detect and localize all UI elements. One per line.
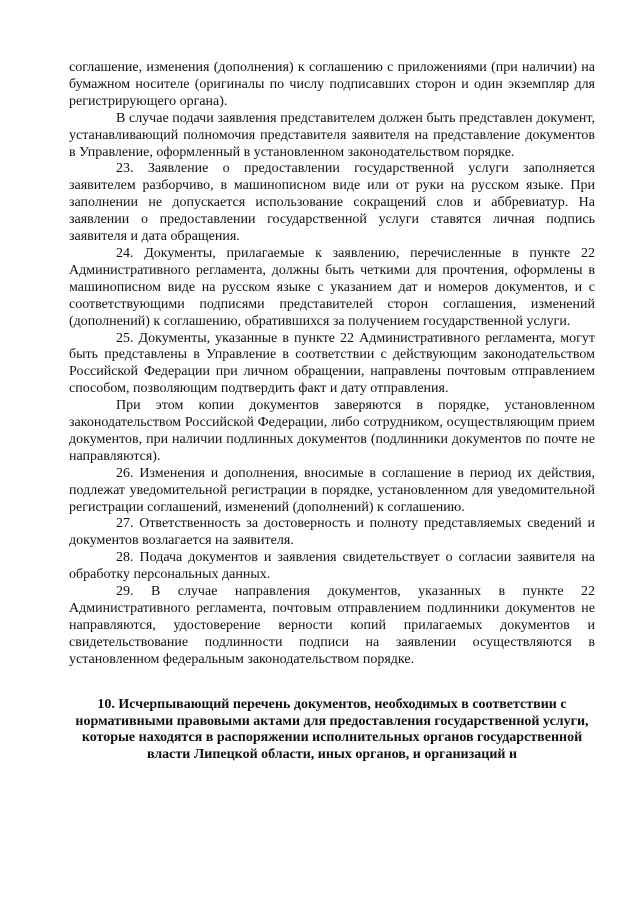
paragraph-25: 25. Документы, указанные в пункте 22 Административного регламента, могут быть представлены в Управление в соответствии с действующим законодательством Российской Федерации при личном обращении, направлены почтовым отправлением способом, позволяющим подтвердить факт и дату отправления. <box>69 330 595 397</box>
paragraph-26: 26. Изменения и дополнения, вносимые в соглашение в период их действия, подлежат уведомительной регистрации в порядке, установленном для уведомительной регистрации соглашений, изменений (дополнений) к соглашению. <box>69 465 595 515</box>
paragraph-29: 29. В случае направления документов, указанных в пункте 22 Административного регламента, почтовым отправлением подлинники документов не направляются, удостоверение верности копий прилагаемых документов и свидетельствование подлинности подписи на заявлении осуществляются в установленном федеральным законодательством порядке. <box>69 584 595 667</box>
paragraph-27: 27. Ответственность за достоверность и полноту представляемых сведений и документов возлагается на заявителя. <box>69 516 595 549</box>
paragraph-representative: В случае подачи заявления представителем должен быть представлен документ, устанавливающий полномочия представителя заявителя на представление документов в Управление, оформленный в установленном законодательством порядке. <box>69 110 595 160</box>
paragraph-continuation: соглашение, изменения (дополнения) к соглашению с приложениями (при наличии) на бумажном носителе (оригиналы по числу подписавших сторон и один экземпляр для регистрирующего органа). <box>69 60 595 109</box>
paragraph-copies: При этом копии документов заверяются в порядке, установленном законодательством Российской Федерации, либо сотрудником, осуществляющим прием документов, при наличии подлинных документов (подлинники документов по почте не направляются). <box>69 398 595 464</box>
paragraph-28: 28. Подача документов и заявления свидетельствует о согласии заявителя на обработку персональных данных. <box>69 550 595 583</box>
section-heading-10: 10. Исчерпывающий перечень документов, необходимых в соответствии с нормативными правовыми актами для предоставления государственной услуги, которые находятся в распоряжении исполнительных органов государственной власти Липецкой области, иных органов, и организаций и <box>75 696 589 763</box>
document-page <box>69 60 595 764</box>
paragraph-23: 23. Заявление о предоставлении государственной услуги заполняется заявителем разборчиво, в машинописном виде или от руки на русском языке. При заполнении не допускается использование сокращений слов и аббревиатур. На заявлении о предоставлении государственной услуги ставятся личная подпись заявителя и дата обращения. <box>69 161 595 245</box>
paragraph-24: 24. Документы, прилагаемые к заявлению, перечисленные в пункте 22 Административного регламента, должны быть четкими для прочтения, оформлены в машинописном виде на русском языке с указанием дат и номеров документов, и с соответствующими подписями представителей сторон соглашения, изменений (дополнений) к соглашению, обратившихся за получением государственной услуги. <box>69 245 595 329</box>
